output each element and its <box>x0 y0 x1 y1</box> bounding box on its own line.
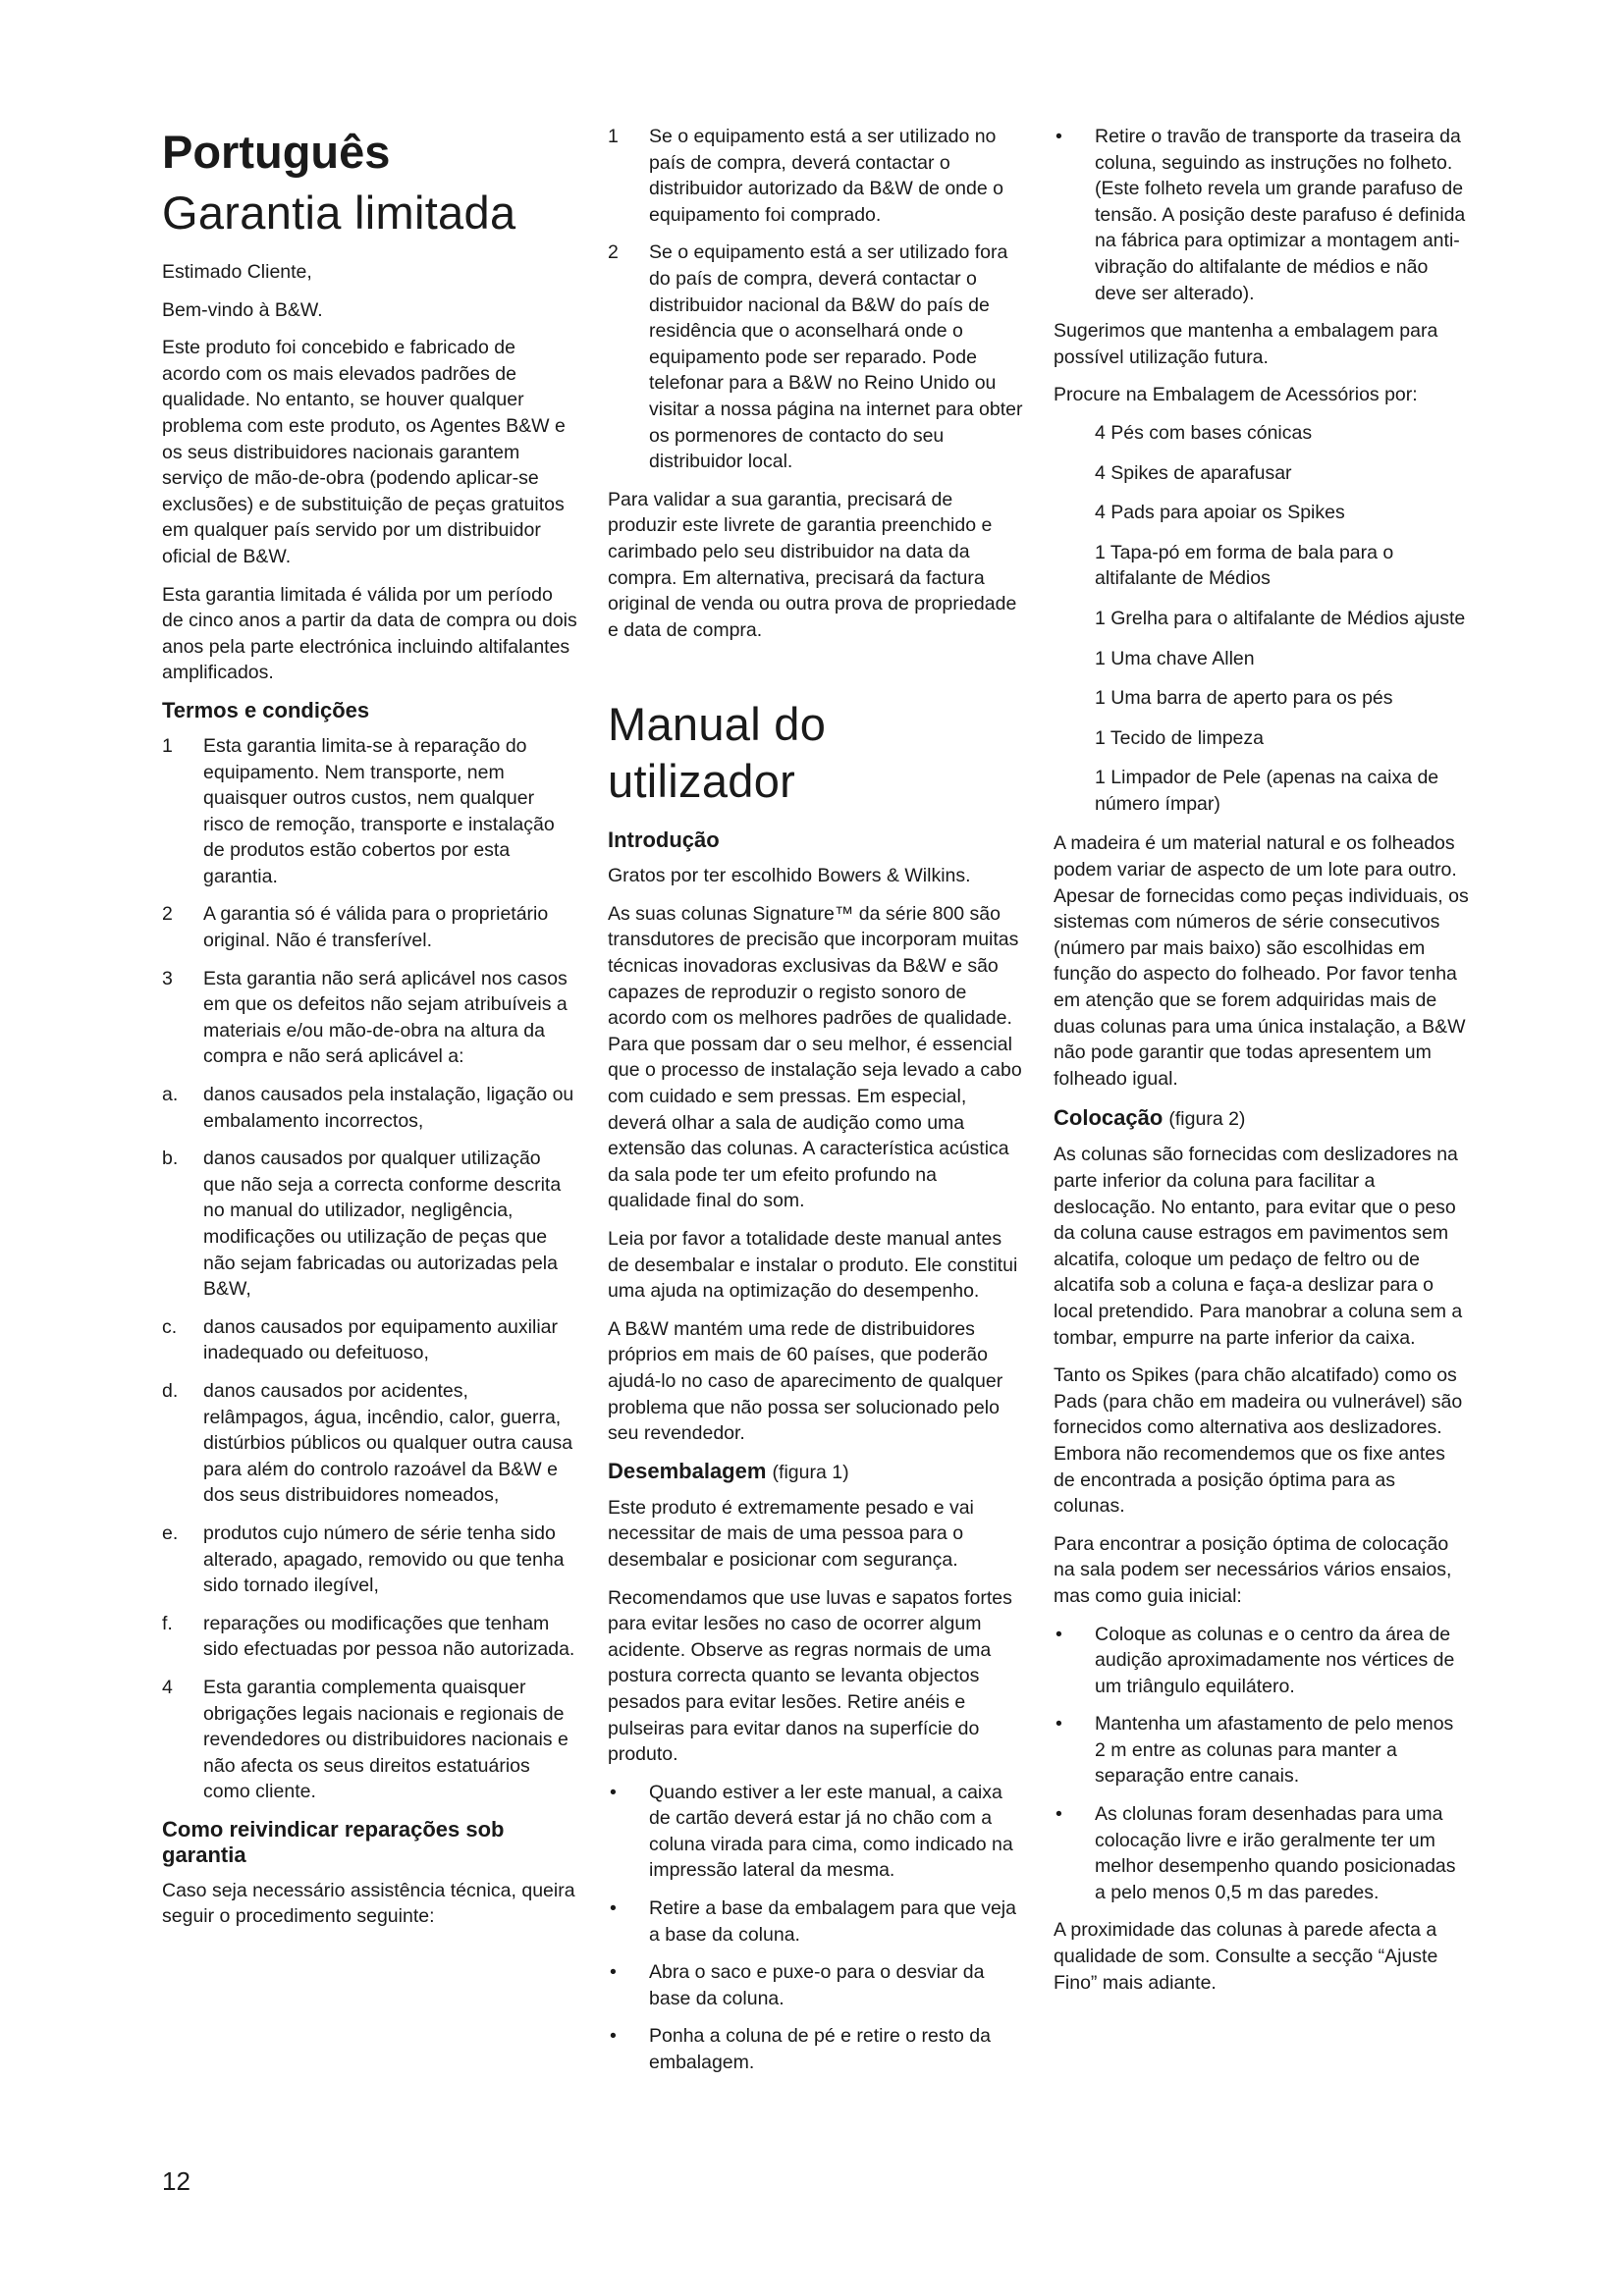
item-number: 2 <box>162 903 173 926</box>
item-text: produtos cujo número de série tenha sido alterado, apagado, removido ou que tenha sido tornado ilegível, <box>203 1522 565 1597</box>
term-item <box>162 1378 577 1509</box>
language-heading: Português <box>162 126 391 178</box>
column-right <box>1054 124 1469 2007</box>
intro-paragraph: A B&W mantém uma rede de distribuidores próprios em mais de 60 países, que poderão ajudá-lo no caso de aparecimento de qualquer problema que não possa ser solucionado pelo seu revendedor. <box>608 1317 1003 1445</box>
bullet-icon: • <box>610 1781 617 1803</box>
item-text: A garantia só é válida para o proprietário original. Não é transferível. <box>203 903 549 952</box>
bullet-text: Retire o travão de transporte da traseira da coluna, seguindo as instruções no folheto. (Este folheto revela um grande parafuso de tensão. A posição deste parafuso é definida na fábrica para optimizar a montagem anti-vibração do altifalante de médios e não deve ser alterado). <box>1095 126 1466 304</box>
term-item <box>162 1082 577 1134</box>
bullet-item <box>1054 1801 1469 1905</box>
intro-paragraph: Leia por favor a totalidade deste manual antes de desembalar e instalar o produto. Ele constitui uma ajuda na optimização do desempenho. <box>608 1228 1018 1303</box>
bullet-item <box>1054 124 1469 306</box>
bullet-item <box>608 1959 1023 2011</box>
greeting: Estimado Cliente, <box>162 261 312 283</box>
accessory-item: 1 Grelha para o altifalante de Médios ajuste <box>1095 607 1466 629</box>
intro-heading: Introdução <box>608 828 720 853</box>
bullet-icon: • <box>1056 1623 1062 1645</box>
claim-step-item <box>608 240 1023 474</box>
terms-list <box>162 733 577 1805</box>
item-number: 4 <box>162 1676 173 1698</box>
placement-paragraph: Tanto os Spikes (para chão alcatifado) como os Pads (para chão em madeira ou vulnerável) são fornecidos como alternativa aos deslizadores. Embora não recomendemos que os fixe antes de encontrada a posição óptima para as colunas. <box>1054 1364 1463 1518</box>
welcome: Bem-vindo à B&W. <box>162 298 323 321</box>
item-text: Se o equipamento está a ser utilizado no país de compra, deverá contactar o distribuidor autorizado da B&W de onde o equipamento foi comprado. <box>649 126 1003 226</box>
claim-heading: Como reivindicar reparações sob garantia <box>162 1816 505 1867</box>
bullet-text: Ponha a coluna de pé e retire o resto da embalagem. <box>649 2025 991 2074</box>
item-number: b. <box>162 1148 179 1170</box>
accessory-item: 4 Spikes de aparafusar <box>1095 461 1292 484</box>
unpack-paragraph: Este produto é extremamente pesado e vai necessitar de mais de uma pessoa para o desembalar e posicionar com segurança. <box>608 1496 974 1571</box>
accessories-intro: Procure na Embalagem de Acessórios por: <box>1054 384 1418 406</box>
claim-step-item <box>608 124 1023 228</box>
term-item <box>162 1314 577 1366</box>
bullet-item <box>608 2023 1023 2075</box>
accessory-item: 1 Limpador de Pele (apenas na caixa de número ímpar) <box>1095 767 1439 815</box>
unpack-paragraph: Recomendamos que use luvas e sapatos fortes para evitar lesões no caso de ocorrer algum acidente. Observe as regras normais de uma postura correcta quanto se levanta objectos pesados para evitar lesões. Retire anéis e pulseiras para evitar danos na superfície do produto. <box>608 1586 1012 1766</box>
item-text: danos causados por acidentes, relâmpagos, água, incêndio, calor, guerra, distúrbios públicos ou qualquer outra causa para além do controlo razoável da B&W e dos seus distribuidores nomeados, <box>203 1379 573 1507</box>
accessory-item: 4 Pés com bases cónicas <box>1095 421 1313 444</box>
bullet-text: Abra o saco e puxe-o para o desviar da base da coluna. <box>649 1961 985 2009</box>
intro-paragraph: As suas colunas Signature™ da série 800 são transdutores de precisão que incorporam muitas técnicas inovadoras exclusivas da B&W e são capazes de reproduzir o registo sonoro de acordo com os melhores padrões de qualidade. Para que possam dar o seu melhor, é essencial que o processo de instalação seja levado a cabo com cuidado e sem pressas. Em especial, deverá olhar a sala de audição como uma extensão das colunas. A característica acústica da sala pode ter um efeito profundo na qualidade final do som. <box>608 902 1022 1212</box>
bullet-item <box>1054 1711 1469 1789</box>
placement-paragraph: As colunas são fornecidas com deslizadores na parte inferior da coluna para facilitar a deslocação. No entanto, para evitar que o peso da coluna cause estragos em pavimentos sem alcatifa, coloque um pedaço de feltro ou de alcatifa sob a coluna e faça-a deslizar para o local pretendido. Para manobrar a coluna sem a tombar, empurre na parte inferior da caixa. <box>1054 1144 1463 1349</box>
page-number: 12 <box>162 2166 190 2196</box>
accessory-item: 1 Uma barra de aperto para os pés <box>1095 687 1393 710</box>
term-item <box>162 733 577 890</box>
bullet-item <box>608 1896 1023 1948</box>
bullet-text: Retire a base da embalagem para que veja a base da coluna. <box>649 1897 1016 1946</box>
item-text: danos causados por qualquer utilização que não seja a correcta conforme descrita no manual do utilizador, negligência, modificações ou utilização de peças que não sejam fabricadas ou autorizadas pela B&W, <box>203 1148 562 1301</box>
term-item <box>162 1611 577 1663</box>
term-item <box>162 966 577 1070</box>
column-left <box>162 124 577 1942</box>
item-number: e. <box>162 1522 179 1544</box>
item-text: Se o equipamento está a ser utilizado fora do país de compra, deverá contactar o distribuidor nacional da B&W do país de residência que o aconselhará onde o equipamento pode ser reparado. Pode telefonar para a B&W no Reino Unido ou visitar a nossa página na internet para obter os pormenores de contacto do seu distribuidor local. <box>649 241 1023 473</box>
bullet-icon: • <box>1056 1803 1062 1826</box>
warranty-period-paragraph: Esta garantia limitada é válida por um período de cinco anos a partir da data de compra ou dois anos pela parte electrónica incluindo altifalantes amplificados. <box>162 583 577 684</box>
unpack-bullet-list <box>608 1780 1023 2076</box>
placement-paragraph: A proximidade das colunas à parede afecta a qualidade de som. Consulte a secção “Ajuste Fino” mais adiante. <box>1054 1919 1438 1994</box>
item-text: Esta garantia limita-se à reparação do equipamento. Nem transporte, nem quaisquer outros custos, nem qualquer risco de remoção, transporte e instalação de produtos estão cobertos por esta garantia. <box>203 734 555 887</box>
claim-text: Caso seja necessário assistência técnica, queira seguir o procedimento seguinte: <box>162 1879 575 1928</box>
manual-title: Manual do utilizador <box>608 698 827 808</box>
accessory-item: 4 Pads para apoiar os Spikes <box>1095 502 1345 524</box>
item-number: 1 <box>608 126 619 147</box>
term-item <box>162 1146 577 1303</box>
placement-bullet-list <box>1054 1622 1469 1906</box>
bullet-text: Quando estiver a ler este manual, a caixa de cartão deverá estar já no chão com a coluna virada para cima, como indicado na impressão lateral da mesma. <box>649 1781 1013 1882</box>
item-text: Esta garantia complementa quaisquer obrigações legais nacionais e regionais de revendedores ou distribuidores nacionais e não afecta os seus direitos estatuários como cliente. <box>203 1676 568 1803</box>
bullet-icon: • <box>610 1961 617 1984</box>
item-text: Esta garantia não será aplicável nos casos em que os defeitos não sejam atribuíveis a materiais e/ou mão-de-obra na altura da compra e não será aplicável a: <box>203 967 568 1068</box>
accessory-item: 1 Tecido de limpeza <box>1095 726 1264 749</box>
accessory-item: 1 Tapa-pó em forma de bala para o altifalante de Médios <box>1095 541 1394 590</box>
item-number: a. <box>162 1084 179 1106</box>
wood-text: A madeira é um material natural e os folheados podem variar de aspecto de um lote para outro. Apesar de fornecidas como peças individuais, os sistemas com números de série consecutivos (número par mais baixo) são escolhidas em função do aspecto do folheado. Por favor tenha em atenção que se forem adquiridas mais de duas colunas para uma única instalação, a B&W não pode garantir que todas apresentem um folheado igual. <box>1054 832 1469 1090</box>
accessories-list <box>1054 420 1469 818</box>
column-middle <box>608 124 1023 2088</box>
item-number: f. <box>162 1612 173 1634</box>
bullet-text: Mantenha um afastamento de pelo menos 2 m entre as colunas para manter a separação entre canais. <box>1095 1713 1454 1788</box>
bullet-item <box>608 1780 1023 1884</box>
bullet-icon: • <box>610 1897 617 1920</box>
item-number: 2 <box>608 241 619 264</box>
placement-paragraph: Para encontrar a posição óptima de colocação na sala podem ser necessários vários ensaios, mas como guia inicial: <box>1054 1532 1452 1607</box>
item-text: danos causados por equipamento auxiliar inadequado ou defeituoso, <box>203 1315 558 1364</box>
terms-heading: Termos e condições <box>162 697 370 722</box>
bullet-text: As clolunas foram desenhadas para uma colocação livre e irão geralmente ter um melhor desempenho quando posicionadas a pelo menos 0,5 m das paredes. <box>1095 1803 1456 1903</box>
claim-steps-list <box>608 124 1023 475</box>
warranty-title: Garantia limitada <box>162 187 516 239</box>
unpack-heading-text: Desembalagem <box>608 1458 767 1483</box>
bullet-item <box>1054 1622 1469 1700</box>
term-item <box>162 1521 577 1599</box>
bullet-text: Coloque as colunas e o centro da área de audição aproximadamente nos vértices de um triângulo equilátero. <box>1095 1623 1455 1697</box>
figure-reference: (figura 2) <box>1168 1108 1246 1131</box>
intro-paragraph: Gratos por ter escolhido Bowers & Wilkins. <box>608 865 971 887</box>
item-number: c. <box>162 1315 178 1338</box>
bullet-icon: • <box>1056 1713 1062 1735</box>
bullet-icon: • <box>1056 126 1062 147</box>
placement-heading-text: Colocação <box>1054 1105 1164 1131</box>
item-text: reparações ou modificações que tenham sido efectuadas por pessoa não autorizada. <box>203 1612 575 1661</box>
item-text: danos causados pela instalação, ligação ou embalamento incorrectos, <box>203 1084 574 1132</box>
validate-text: Para validar a sua garantia, precisará de produzir este livrete de garantia preenchido e carimbado pelo seu distribuidor na data da compra. Em alternativa, precisará da factura original de venda ou outra prova de propriedade e data de compra. <box>608 488 1017 641</box>
item-number: d. <box>162 1379 179 1402</box>
item-number: 3 <box>162 967 173 989</box>
bullet-icon: • <box>610 2025 617 2048</box>
accessory-item: 1 Uma chave Allen <box>1095 647 1255 669</box>
placement-heading <box>1054 1105 1469 1132</box>
term-item <box>162 901 577 953</box>
unpack-heading <box>608 1459 1023 1485</box>
term-item <box>162 1675 577 1805</box>
item-number: 1 <box>162 734 173 757</box>
warranty-paragraph: Este produto foi concebido e fabricado de acordo com os mais elevados padrões de qualidade. No entanto, se houver qualquer problema com este produto, os Agentes B&W e os seus distribuidores nacionais garantem serviço de mão-de-obra (podendo aplicar-se exclusões) e de substituição de peças gratuitos em qualquer país servido por um distribuidor oficial de B&W. <box>162 337 566 567</box>
figure-reference: (figura 1) <box>772 1461 849 1483</box>
keep-packaging-text: Sugerimos que mantenha a embalagem para possível utilização futura. <box>1054 320 1438 368</box>
